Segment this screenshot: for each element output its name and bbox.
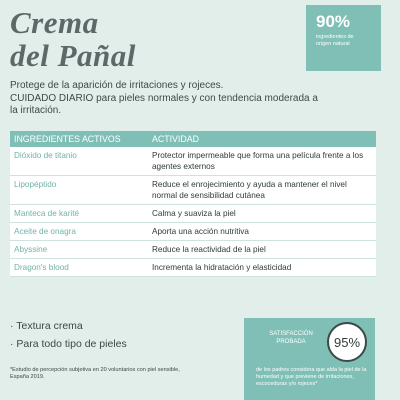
header-ingredients: INGREDIENTES ACTIVOS: [10, 131, 148, 147]
activity-cell: Reduce el enrojecimiento y ayuda a mantener el nivel normal de sensibilidad cutánea: [148, 176, 376, 205]
intro-line-2: CUIDADO DIARIO para pieles normales y con tendencia moderada a: [10, 92, 318, 104]
activity-cell: Incrementa la hidratación y elasticidad: [148, 259, 376, 277]
feature-list: [10, 317, 127, 353]
ingredient-cell: Dióxido de titanio: [10, 147, 148, 176]
header-activity: ACTIVIDAD: [148, 131, 376, 147]
table-row: [10, 259, 376, 277]
badge-caption-line-2: origen natural: [316, 41, 350, 47]
activity-cell: Calma y suaviza la piel: [148, 205, 376, 223]
satisfaction-label-line-2: PROBADA: [276, 339, 306, 345]
ingredient-cell: Manteca de karité: [10, 205, 148, 223]
badge-caption: [316, 34, 381, 48]
badge-percent: 90%: [316, 12, 351, 31]
table-row: [10, 147, 376, 176]
satisfaction-percent: 95%: [333, 334, 361, 350]
satisfaction-label: [256, 330, 326, 346]
table-row: [10, 176, 376, 205]
title-line-2: del Pañal: [10, 38, 136, 73]
feature-skin-types: · Para todo tipo de pieles: [10, 338, 127, 350]
footnote: *Estudio de percepción subjetiva en 20 voluntarios con piel sensible, España 2019.: [10, 367, 180, 380]
table-row: [10, 223, 376, 241]
table-row: [10, 241, 376, 259]
intro-line-3: la irritación.: [10, 105, 62, 116]
ingredient-cell: Lipopéptido: [10, 176, 148, 205]
ingredients-table: [10, 131, 376, 277]
intro-line-1: Protege de la aparición de irritaciones y rojeces.: [10, 80, 224, 91]
product-title: [10, 6, 136, 72]
satisfaction-description: de los padres considera que alda la piel de la humedad y que previene de irritaciones, escoceduras y/o rojeces*: [256, 367, 367, 387]
ingredient-cell: Abyssine: [10, 241, 148, 259]
ingredient-cell: Dragon's blood: [10, 259, 148, 277]
activity-cell: Aporta una acción nutritiva: [148, 223, 376, 241]
intro-text: [10, 80, 390, 118]
satisfaction-percent-circle: [327, 322, 367, 362]
satisfaction-label-line-1: SATISFACCIÓN: [269, 331, 313, 337]
table-row: [10, 205, 376, 223]
feature-texture: · Textura crema: [10, 320, 83, 332]
ingredient-cell: Aceite de onagra: [10, 223, 148, 241]
title-line-1: Crema: [10, 5, 99, 40]
natural-ingredients-badge: [306, 5, 381, 71]
table-header-row: [10, 131, 376, 147]
badge-caption-line-1: ingredientes de: [316, 34, 354, 40]
activity-cell: Protector impermeable que forma una película frente a los agentes externos: [148, 147, 376, 176]
activity-cell: Reduce la reactividad de la piel: [148, 241, 376, 259]
